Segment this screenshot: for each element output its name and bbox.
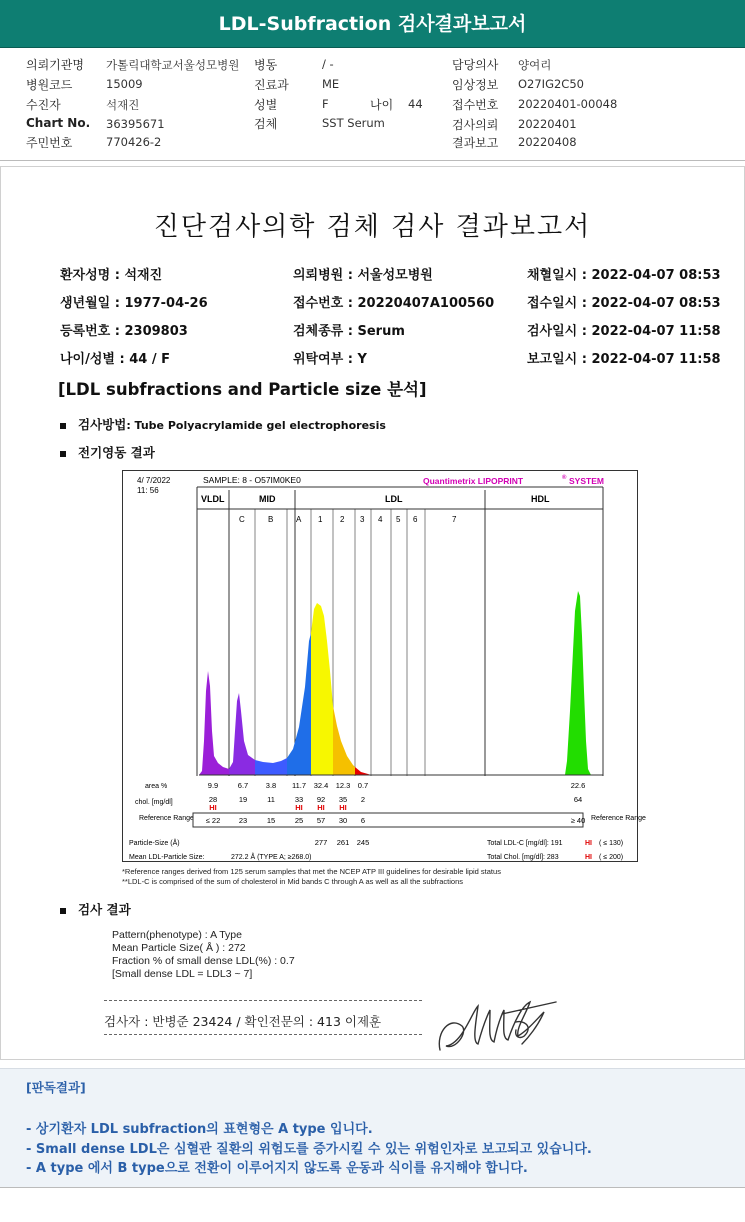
meta-label: 수진자	[26, 98, 61, 112]
band-label-2: 2	[340, 515, 345, 524]
band-label-7: 7	[452, 515, 457, 524]
peak-ldl-1	[311, 603, 333, 775]
patient-field: 나이/성별 : 44 / F	[60, 352, 171, 367]
chol-cell: 35	[338, 795, 348, 804]
chol-cell: 64	[573, 795, 583, 804]
report-title-bar	[0, 0, 745, 48]
meta-label: 병동	[254, 58, 278, 72]
chart-brand: Quantimetrix LIPOPRINT	[423, 476, 524, 486]
bullet-icon	[60, 908, 66, 914]
peak-vldl	[199, 671, 229, 775]
meta-label: 진료과	[254, 78, 289, 92]
total-ldl-ref: ( ≤ 130)	[599, 840, 624, 847]
band-label-4: 4	[378, 515, 383, 524]
meta-value: / -	[322, 57, 334, 71]
meta-value: 가톨릭대학교서울성모병원	[106, 58, 240, 72]
meta-label: 검체	[254, 117, 278, 131]
peak-mid-a	[287, 633, 311, 775]
patient-field: 검사일시 : 2022-04-07 11:58	[527, 324, 721, 339]
verdict-line: - A type 에서 B type으로 전환이 이루어지지 않도록 운동과 식이를 유지해야 합니다.	[26, 1161, 528, 1176]
patient-field: 접수번호 : 20220407A100560	[293, 296, 495, 311]
meta-label: 접수번호	[452, 98, 499, 112]
band-label-b: B	[268, 515, 274, 524]
peak-ldl-3	[355, 767, 371, 775]
area-cell: 3.8	[265, 781, 277, 790]
meta-label: 나이	[370, 98, 394, 112]
signature-stroke	[439, 1002, 556, 1050]
results-label: 검사 결과	[78, 902, 131, 917]
meta-value: 20220401	[518, 117, 577, 131]
row-label-ref: Reference Range	[139, 815, 194, 822]
row-label-mean: Mean LDL-Particle Size:	[129, 854, 205, 861]
meta-label: 병원코드	[26, 78, 73, 92]
row-label-chol: chol. [mg/dl]	[135, 799, 173, 806]
meta-value: 770426-2	[106, 135, 162, 149]
document-title: 진단검사의학 검체 검사 결과보고서	[153, 212, 592, 242]
peak-mid-c	[229, 693, 255, 775]
electrophoresis-line	[60, 443, 155, 461]
meta-value: 20220408	[518, 135, 577, 149]
band-label-c: C	[239, 515, 245, 524]
meta-label: 검사의뢰	[452, 118, 499, 132]
total-chol-ref: ( ≤ 200)	[599, 854, 624, 861]
meta-label: Chart No.	[26, 116, 91, 130]
chart-date: 4/ 7/2022	[137, 476, 171, 485]
registered-icon: ®	[562, 475, 567, 481]
mean-particle-size: 272.2 Å (TYPE A; ≥268.0)	[231, 854, 312, 861]
group-hdl: HDL	[531, 494, 550, 504]
footnote-1: *Reference ranges derived from 125 serum samples that met the NCEP ATP III guidelines for desirable lipid status	[122, 867, 501, 876]
chol-cell: 11	[267, 795, 275, 804]
area-cell: 32.4	[313, 781, 329, 790]
band-label-6: 6	[413, 515, 418, 524]
meta-label: 담당의사	[452, 58, 499, 72]
area-cell: 12.3	[335, 781, 351, 790]
meta-value: SST Serum	[322, 116, 385, 130]
total-chol: Total Chol. [mg/dl]: 283	[487, 854, 559, 861]
footnote-2: **LDL-C is comprised of the sum of cholesterol in Mid bands C through A as well as all the subfractions	[122, 877, 464, 886]
patient-field: 위탁여부 : Y	[293, 352, 367, 367]
reference-cell: 30	[338, 816, 348, 825]
chart-sample: SAMPLE: 8 - O57IM0KE0	[203, 475, 301, 485]
result-sd-ldl-fraction: Fraction % of small dense LDL(%) : 0.7	[112, 955, 295, 967]
row-label-ref-right: Reference Range	[591, 815, 646, 822]
dashed-divider	[104, 1000, 422, 1001]
group-ldl: LDL	[385, 494, 403, 504]
area-cell: 22.6	[570, 781, 586, 790]
meta-value: ME	[322, 77, 340, 91]
particle-size-cell: 277	[314, 838, 328, 847]
total-chol-flag: HI	[585, 854, 592, 861]
meta-label: 임상정보	[452, 78, 499, 92]
patient-field: 접수일시 : 2022-04-07 08:53	[527, 296, 721, 311]
verdict-heading: [판독결과]	[26, 1080, 86, 1095]
chol-flag: HI	[209, 803, 217, 812]
reference-cell: ≤ 22	[205, 816, 221, 825]
chart-svg	[123, 471, 646, 863]
peak-ldl-2	[333, 706, 355, 775]
reference-cell: 6	[360, 816, 366, 825]
area-cell: 6.7	[237, 781, 249, 790]
meta-value: O27IG2C50	[518, 77, 584, 91]
data-table	[206, 781, 586, 847]
area-cell: 11.7	[291, 781, 307, 790]
result-phenotype: Pattern(phenotype) : A Type	[112, 929, 242, 941]
chol-flag: HI	[295, 803, 303, 812]
reference-range-box	[193, 813, 583, 827]
reference-cell: 57	[316, 816, 326, 825]
meta-value: 양여리	[518, 58, 552, 72]
verdict-line: - Small dense LDL은 심혈관 질환의 위험도를 증가시킬 수 있는 위험인자로 보고되고 있습니다.	[26, 1142, 592, 1157]
bullet-icon	[60, 451, 66, 457]
electrophoresis-label: 전기영동 결과	[78, 445, 155, 460]
chol-cell: 28	[208, 795, 218, 804]
meta-value: 석재진	[106, 98, 140, 112]
reference-cell: 23	[238, 816, 248, 825]
band-label-1: 1	[318, 515, 323, 524]
band-label-5: 5	[396, 515, 401, 524]
meta-value: 36395671	[106, 117, 165, 131]
patient-field: 검체종류 : Serum	[293, 324, 405, 339]
signer-line: 검사자 : 반병준 23424 / 확인전문의 : 413 이제훈	[104, 1014, 382, 1029]
reference-cell: 15	[266, 816, 276, 825]
band-label-3: 3	[360, 515, 365, 524]
section-heading: [LDL subfractions and Particle size 분석]	[58, 380, 427, 399]
meta-value: 20220401-00048	[518, 97, 618, 111]
peak-mid-b	[255, 758, 287, 775]
divider	[0, 160, 745, 161]
total-ldl-flag: HI	[585, 840, 592, 847]
particle-size-cell: 245	[356, 838, 370, 847]
meta-value: F	[322, 97, 329, 111]
results-line	[60, 900, 131, 918]
meta-value: 15009	[106, 77, 143, 91]
chart-brand-suffix: SYSTEM	[569, 476, 604, 486]
patient-field: 등록번호 : 2309803	[60, 324, 188, 339]
chol-cell: 2	[360, 795, 366, 804]
result-sd-ldl-definition: [Small dense LDL = LDL3 ~ 7]	[112, 968, 253, 980]
patient-field: 생년월일 : 1977-04-26	[60, 296, 208, 311]
chol-flag: HI	[317, 803, 325, 812]
meta-label: 주민번호	[26, 136, 73, 150]
meta-label: 결과보고	[452, 136, 499, 150]
chol-cell: 92	[316, 795, 326, 804]
peak-hdl	[565, 591, 591, 775]
area-cell: 0.7	[357, 781, 369, 790]
patient-field: 보고일시 : 2022-04-07 11:58	[527, 352, 721, 367]
bullet-icon	[60, 423, 66, 429]
patient-field: 환자성명 : 석재진	[60, 268, 163, 283]
meta-value: 44	[408, 97, 423, 111]
group-vldl: VLDL	[201, 494, 225, 504]
meta-label: 의뢰기관명	[26, 58, 84, 72]
particle-size-cell: 261	[336, 838, 350, 847]
chol-cell: 33	[294, 795, 304, 804]
chol-cell: 19	[238, 795, 248, 804]
chol-flag: HI	[339, 803, 347, 812]
band-label-a: A	[296, 515, 302, 524]
signature-image	[432, 992, 562, 1056]
lipoprint-chart	[122, 470, 646, 862]
group-mid: MID	[259, 494, 276, 504]
result-mean-size: Mean Particle Size( Å ) : 272	[112, 942, 246, 954]
verdict-line: - 상기환자 LDL subfraction의 표현형은 A type 입니다.	[26, 1122, 373, 1137]
total-ldl-c: Total LDL-C [mg/dl]: 191	[487, 840, 563, 847]
row-label-size: Particle-Size (Å)	[129, 840, 180, 847]
report-title: LDL-Subfraction 검사결과보고서	[218, 13, 527, 35]
reference-cell: 25	[294, 816, 304, 825]
method-value: : Tube Polyacrylamide gel electrophoresis	[126, 419, 386, 432]
patient-field: 의뢰병원 : 서울성모병원	[293, 268, 433, 283]
reference-cell: ≥ 40	[570, 816, 586, 825]
area-cell: 9.9	[207, 781, 219, 790]
row-label-area: area %	[145, 783, 168, 790]
dashed-divider	[104, 1034, 422, 1035]
meta-label: 성별	[254, 98, 278, 112]
method-line	[60, 415, 386, 433]
chart-time: 11: 56	[137, 486, 159, 495]
patient-field: 채혈일시 : 2022-04-07 08:53	[527, 268, 721, 283]
method-label: 검사방법	[78, 417, 127, 432]
